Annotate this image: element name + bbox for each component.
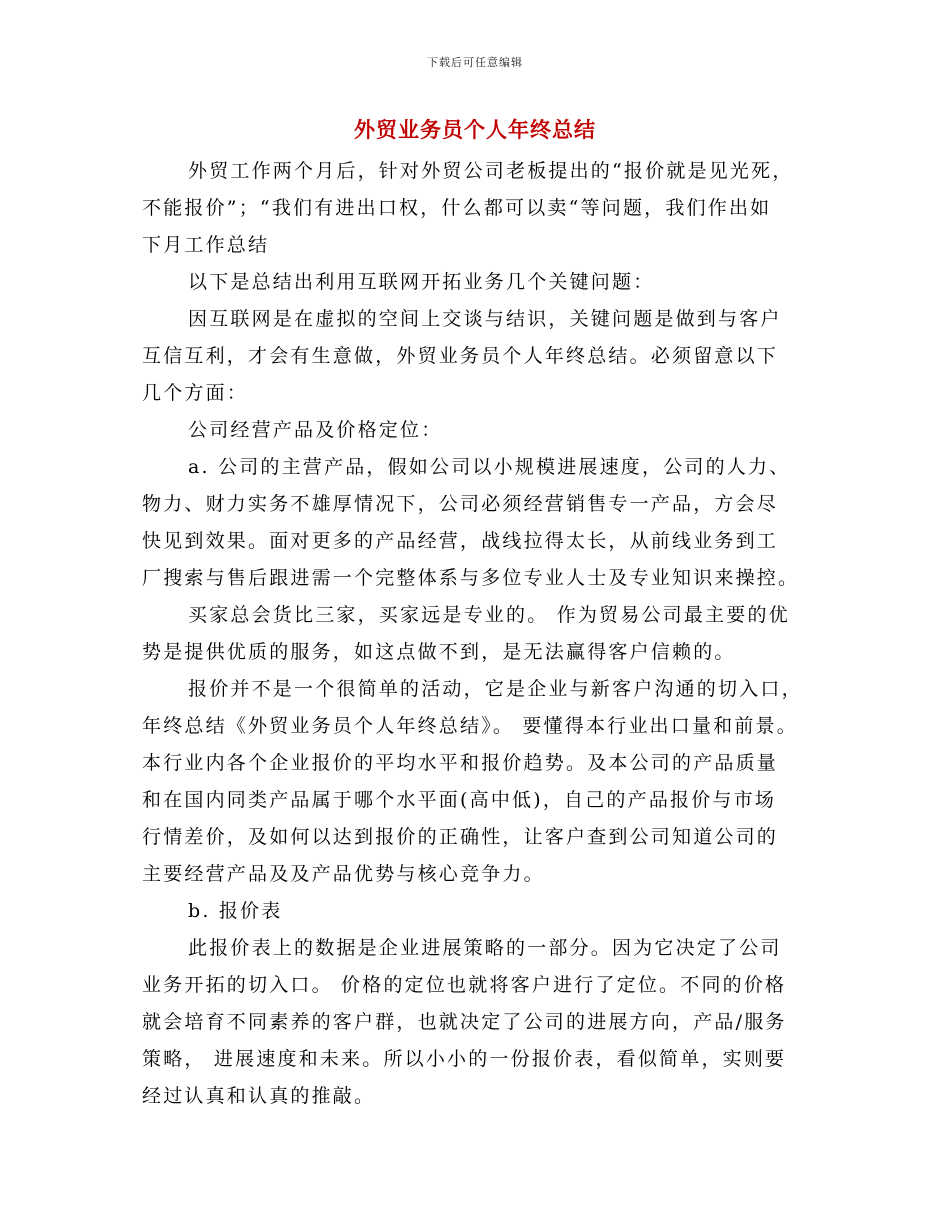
paragraph xyxy=(142,264,812,301)
paragraph-line: 以下是总结出利用互联网开拓业务几个关键问题： xyxy=(188,271,655,293)
paragraph-line: 和在国内同类产品属于哪个水平面(高中低)，自己的产品报价与市场 xyxy=(142,789,777,811)
paragraph xyxy=(142,893,812,930)
paragraph-line: 报价并不是一个很简单的活动，它是企业与新客户沟通的切入口， xyxy=(188,678,803,700)
paragraph xyxy=(142,153,812,264)
paragraph-line: 策略， 进展速度和未来。所以小小的一份报价表，看似简单，实则要 xyxy=(142,1048,787,1070)
paragraph xyxy=(142,301,812,412)
paragraph-line: a. 公司的主营产品，假如公司以小规模进展速度，公司的人力、 xyxy=(188,456,791,478)
paragraph-line: 行情差价，及如何以达到报价的正确性，让客户查到公司知道公司的 xyxy=(142,826,779,848)
paragraph xyxy=(142,930,812,1115)
paragraph-line: 业务开拓的切入口。 价格的定位也就将客户进行了定位。不同的价格 xyxy=(142,974,787,996)
paragraph xyxy=(142,597,812,671)
paragraph-line: 下月工作总结 xyxy=(142,234,270,256)
paragraph-line: 几个方面： xyxy=(142,382,249,404)
paragraph-line: 就会培育不同素养的客户群，也就决定了公司的进展方向，产品/服务 xyxy=(142,1011,787,1033)
paragraph xyxy=(142,449,812,597)
paragraph-line: 快见到效果。面对更多的产品经营，战线拉得太长，从前线业务到工 xyxy=(142,530,779,552)
paragraph-line: 厂搜索与售后跟进需一个完整体系与多位专业人士及专业知识来操控。 xyxy=(142,567,800,589)
paragraph xyxy=(142,671,812,893)
document-title: 外贸业务员个人年终总结 xyxy=(354,117,596,142)
paragraph-line: b. 报价表 xyxy=(188,900,283,922)
document-body xyxy=(142,153,812,1115)
paragraph-line: 主要经营产品及及产品优势与核心竞争力。 xyxy=(142,863,545,885)
paragraph-line: 势是提供优质的服务，如这点做不到，是无法赢得客户信赖的。 xyxy=(142,641,736,663)
paragraph-line: 经过认真和认真的推敲。 xyxy=(142,1085,376,1107)
paragraph-line: 此报价表上的数据是企业进展策略的一部分。因为它决定了公司 xyxy=(188,937,782,959)
paragraph-line: 公司经营产品及价格定位： xyxy=(188,419,443,441)
paragraph xyxy=(142,412,812,449)
paragraph-line: 不能报价”；“我们有进出口权，什么都可以卖“等问题，我们作出如 xyxy=(142,197,772,219)
paragraph-line: 买家总会货比三家，买家远是专业的。 作为贸易公司最主要的优 xyxy=(188,604,790,626)
paragraph-line: 物力、财力实务不雄厚情况下，公司必须经营销售专一产品，方会尽 xyxy=(142,493,779,515)
page-header: 下载后可任意编辑 xyxy=(427,56,523,69)
paragraph-line: 外贸工作两个月后，针对外贸公司老板提出的“报价就是见光死， xyxy=(188,160,794,182)
paragraph-line: 年终总结《外贸业务员个人年终总结》。 要懂得本行业出口量和前景。 xyxy=(142,715,798,737)
paragraph-line: 互信互利，才会有生意做，外贸业务员个人年终总结。必须留意以下 xyxy=(142,345,779,367)
paragraph-line: 本行业内各个企业报价的平均水平和报价趋势。及本公司的产品质量 xyxy=(142,752,779,774)
paragraph-line: 因互联网是在虚拟的空间上交谈与结识，关键问题是做到与客户 xyxy=(188,308,782,330)
